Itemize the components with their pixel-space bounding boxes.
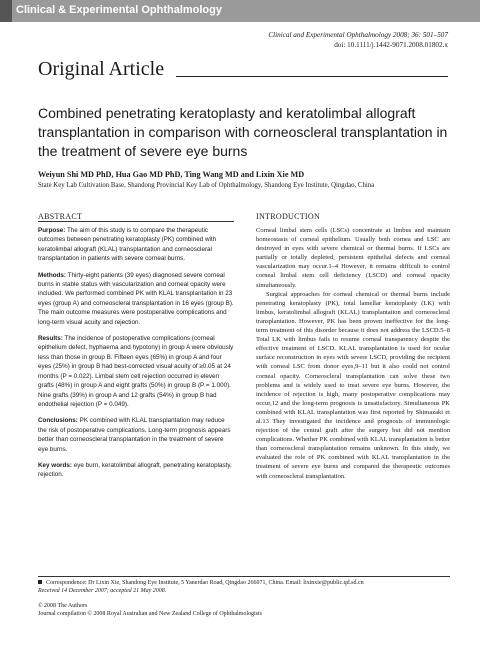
methods-label: Methods: <box>38 271 66 279</box>
abstract-results <box>38 334 234 409</box>
doi-link[interactable]: doi: 10.1111/j.1442-9071.2008.01802.x <box>334 41 448 49</box>
abstract-keywords <box>38 461 234 480</box>
introduction-body <box>256 226 450 481</box>
received-date: Received 14 December 2007; accepted 21 May 2008. <box>38 588 167 594</box>
keywords-text: eye burn, keratolimbal allograft, penetrating keratoplasty, rejection. <box>38 461 232 479</box>
footnote-rule <box>38 576 450 577</box>
citation-block <box>268 30 448 50</box>
results-text: The incidence of postoperative complications (corneal epithelium defect, hyphaema and hypotony) in group A were obviously less than those in group B. Fifteen eyes (65%) in group A and four eyes (25%) in group B had best-corrected visual acuity of ≥0.05 at 24 months (P = 0.022). Limbal stem cell rejection occurred in eleven grafts (48%) in group A and eight grafts (50%) in group B (P = 1.000). Nine grafts (39%) in group A and 12 grafts (54%) in group B had endothelial rejection (P = 0.049). <box>38 335 234 408</box>
article-type: Original Article <box>38 58 165 80</box>
journal-name: Clinical & Experimental Ophthalmology <box>16 4 222 16</box>
affiliation: State Key Lab Cultivation Base, Shandong Provincial Key Lab of Ophthalmology, Shandong Eye Institute, Qingdao, China <box>38 182 375 189</box>
abstract-rule <box>38 221 234 222</box>
copyright: © 2008 The Authors <box>38 603 88 609</box>
article-type-rule <box>176 76 448 77</box>
conclusions-label: Conclusions: <box>38 417 78 425</box>
purpose-text: The aim of this study is to compare the therapeutic outcomes between penetrating keratoplasty (PK) combined with keratolimbal allograft (KLAL) transplantation and corneoscleral transplantation in patients with severe corneal burns. <box>38 227 217 263</box>
methods-text: Thirty-eight patients (39 eyes) diagnosed severe corneal burns in stable status with vascularization and corneal opacity were included. We performed combined PK with KLAL transplantation in 23 eyes (group A) and corneoscleral transplantation in 16 eyes (group B). The main outcome measures were postoperative complications and long-term visual acuity and rejection. <box>38 271 234 326</box>
results-label: Results: <box>38 335 63 343</box>
keywords-label: Key words: <box>38 461 72 469</box>
purpose-label: Purpose: <box>38 227 66 234</box>
abstract-conclusions <box>38 416 234 454</box>
abstract-body <box>38 226 234 487</box>
intro-paragraph-1: Corneal limbal stem cells (LSCs) concentrate at limbus and maintain homeostasis of corneal epithelium. Usually both cornea and LSC are destroyed in eyes with severe chemical or thermal burns. If LSCs are partially or totally depleted, persistent epithelial defects and corneal vascularization may occur.1–4 However, it remains difficult to control corneal limbal stem cell deficiency (LSCD) and corneal opacity simultaneously. <box>256 227 450 289</box>
bullet-square-icon <box>38 580 42 584</box>
introduction-heading: INTRODUCTION <box>256 212 321 221</box>
header-accent-block <box>0 0 12 22</box>
intro-paragraph-2: Surgical approaches for corneal chemical or thermal burns include penetrating keratoplasty (PK), total lamellar keratoplasty (LK) with limbus, keratolimbal allograft (KLAL) transplantation and corneoscleral transplantation. However, PK has been proven ineffective for the long-term treatment of this disorder because it does not address the LSCD.5–8 Total LK with limbus fails to resume corneal transparency despite the effective treatment of LSCD. KLAL transplantation is used for ocular surface reconstruction in eyes with severe LSCD, providing the recipient with corneal LSC from donor eyes,9–11 but it also could not control corneal opacity. Corneoscleral transplantation can solve these two problems and is widely used to treat severe eye burns. However, the incidence of rejection is high, many postoperative complications may occur,12 and the long-term prognosis is unsatisfactory. Simultaneous PK combined with KLAL transplantation was first reported by Shimazaki et al.13 They investigated the incidence and prognosis of immunologic rejection of the central graft after the surgery but did not mention complications. Whether PK combined with KLAL transplantation is better than corneoscleral transplantation remains unknown. In this study, we evaluated the role of PK combined with KLAL transplantation in the treatment of severe eye burns and compared the therapeutic outcomes with corneoscleral transplantation. <box>256 290 450 480</box>
conclusions-text: PK combined with KLAL transplantation may reduce the risk of postoperative complications. Long-term prognosis appears better than corneoscleral transplantation in the treatment of severe eye burns. <box>38 417 231 453</box>
journal-copyright: Journal compilation © 2008 Royal Australian and New Zealand College of Ophthalmologists <box>38 611 263 617</box>
correspondence-note <box>38 579 364 587</box>
abstract-heading: ABSTRACT <box>38 212 83 221</box>
article-title: Combined penetrating keratoplasty and keratolimbal allograft transplantation in comparison with corneoscleral transplantation in the treatment of severe eye burns <box>38 105 448 159</box>
citation-line: Clinical and Experimental Ophthalmology 2008; 36: 501–507 <box>268 31 448 39</box>
correspondence-text: Correspondence: Dr Lixin Xie, Shandong Eye Institute, 5 Yanerdao Road, Qingdao 266071, China. Email: lixinxie@public.qd.sd.cn <box>46 580 364 586</box>
author-list: Weiyun Shi MD PhD, Hua Gao MD PhD, Ting Wang MD and Lixin Xie MD <box>38 170 305 179</box>
abstract-methods <box>38 271 234 327</box>
abstract-purpose <box>38 226 234 264</box>
